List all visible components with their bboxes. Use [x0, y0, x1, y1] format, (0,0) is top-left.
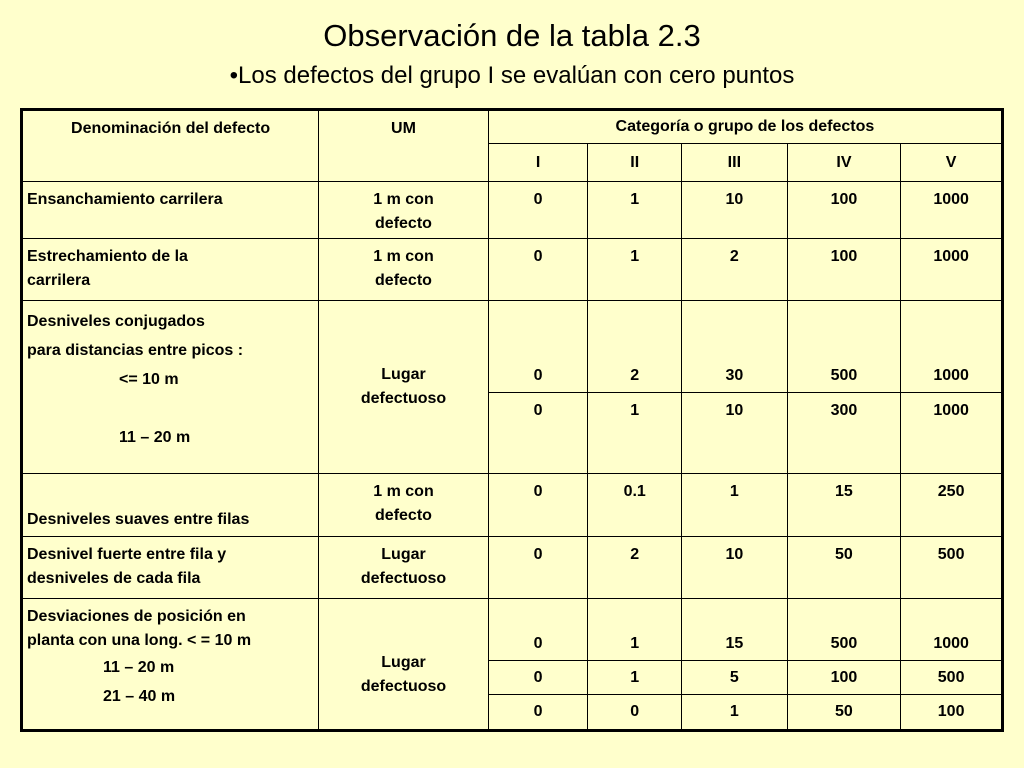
value-cell: 50: [787, 695, 901, 731]
um-line: 1 m con: [373, 248, 434, 265]
value-cell: 500: [787, 599, 901, 661]
value-cell: 1000: [901, 239, 1003, 301]
value-cell: 100: [901, 695, 1003, 731]
value-cell: 0: [488, 393, 588, 474]
value-cell: 100: [787, 661, 901, 695]
name-line: Estrechamiento de la: [27, 248, 188, 265]
um-line: Lugar: [381, 654, 426, 671]
value-cell: 0: [488, 182, 588, 239]
value-cell: 1: [588, 239, 682, 301]
header-um: UM: [319, 110, 489, 182]
header-categoria: Categoría o grupo de los defectos: [488, 110, 1002, 144]
value-cell: 1: [588, 393, 682, 474]
row-um: [319, 537, 489, 599]
um-line: defectuoso: [360, 570, 447, 587]
value-cell: 500: [787, 301, 901, 393]
um-line: 1 m con: [373, 483, 434, 500]
value-cell: 0: [488, 474, 588, 537]
value-cell: 0: [488, 537, 588, 599]
row-um: [319, 599, 489, 731]
value-cell: 1: [588, 599, 682, 661]
um-line: Lugar: [381, 366, 426, 383]
um-line: defecto: [375, 507, 432, 524]
header-group-v: V: [901, 144, 1003, 182]
row-name: [22, 301, 319, 474]
header-denominacion: Denominación del defecto: [22, 110, 319, 182]
header-group-iv: IV: [787, 144, 901, 182]
value-cell: 15: [682, 599, 788, 661]
value-cell: 0: [588, 695, 682, 731]
value-cell: 500: [901, 661, 1003, 695]
table-row: [22, 599, 1003, 661]
value-cell: 1000: [901, 393, 1003, 474]
value-cell: 5: [682, 661, 788, 695]
name-line: 11 – 20 m: [103, 659, 175, 676]
value-cell: 100: [787, 182, 901, 239]
row-name: Desniveles suaves entre filas: [22, 474, 319, 537]
row-um: [319, 474, 489, 537]
value-cell: 10: [682, 393, 788, 474]
header-group-iii: III: [682, 144, 788, 182]
value-cell: 0: [488, 695, 588, 731]
value-cell: 15: [787, 474, 901, 537]
um-line: defecto: [375, 215, 432, 232]
row-name: [22, 239, 319, 301]
um-line: Lugar: [381, 546, 426, 563]
value-cell: 1: [682, 474, 788, 537]
table-row: [22, 301, 1003, 393]
value-cell: 2: [588, 301, 682, 393]
value-cell: 100: [787, 239, 901, 301]
table-row: [22, 537, 1003, 599]
name-line: para distancias entre picos :: [27, 342, 244, 359]
value-cell: 30: [682, 301, 788, 393]
um-line: defectuoso: [360, 390, 447, 407]
value-cell: 0: [488, 239, 588, 301]
value-cell: 0.1: [588, 474, 682, 537]
name-line: 21 – 40 m: [103, 688, 176, 705]
name-line: planta con una long. < = 10 m: [27, 632, 252, 649]
row-name: Ensanchamiento carrilera: [22, 182, 319, 239]
name-line: Desviaciones de posición en: [27, 608, 246, 625]
row-um: [319, 182, 489, 239]
value-cell: 10: [682, 537, 788, 599]
row-um: [319, 301, 489, 474]
value-cell: 1: [588, 661, 682, 695]
slide-title: Observación de la tabla 2.3: [323, 18, 701, 53]
value-cell: 300: [787, 393, 901, 474]
value-cell: 2: [588, 537, 682, 599]
name-line: 11 – 20 m: [119, 429, 191, 446]
defects-table: [20, 108, 1004, 732]
name-line: desniveles de cada fila: [27, 570, 201, 587]
name-line: carrilera: [27, 272, 91, 289]
header-group-i: I: [488, 144, 588, 182]
value-cell: 0: [488, 599, 588, 661]
table-row: [22, 239, 1003, 301]
value-cell: 1: [588, 182, 682, 239]
um-line: defecto: [375, 272, 432, 289]
value-cell: 0: [488, 301, 588, 393]
value-cell: 50: [787, 537, 901, 599]
value-cell: 10: [682, 182, 788, 239]
name-line: <= 10 m: [119, 371, 179, 388]
value-cell: 1000: [901, 301, 1003, 393]
um-line: defectuoso: [360, 678, 447, 695]
table-row: [22, 474, 1003, 537]
value-cell: 1000: [901, 599, 1003, 661]
table-row: [22, 182, 1003, 239]
slide-subtitle: •Los defectos del grupo I se evalúan con cero puntos: [229, 62, 795, 89]
value-cell: 1: [682, 695, 788, 731]
name-line: Desnivel fuerte entre fila y: [27, 546, 227, 563]
header-group-ii: II: [588, 144, 682, 182]
um-line: 1 m con: [373, 191, 434, 208]
value-cell: 0: [488, 661, 588, 695]
row-name: [22, 599, 319, 731]
row-um: [319, 239, 489, 301]
row-name: [22, 537, 319, 599]
name-line: Desniveles conjugados: [27, 313, 205, 330]
value-cell: 250: [901, 474, 1003, 537]
value-cell: 2: [682, 239, 788, 301]
value-cell: 500: [901, 537, 1003, 599]
value-cell: 1000: [901, 182, 1003, 239]
